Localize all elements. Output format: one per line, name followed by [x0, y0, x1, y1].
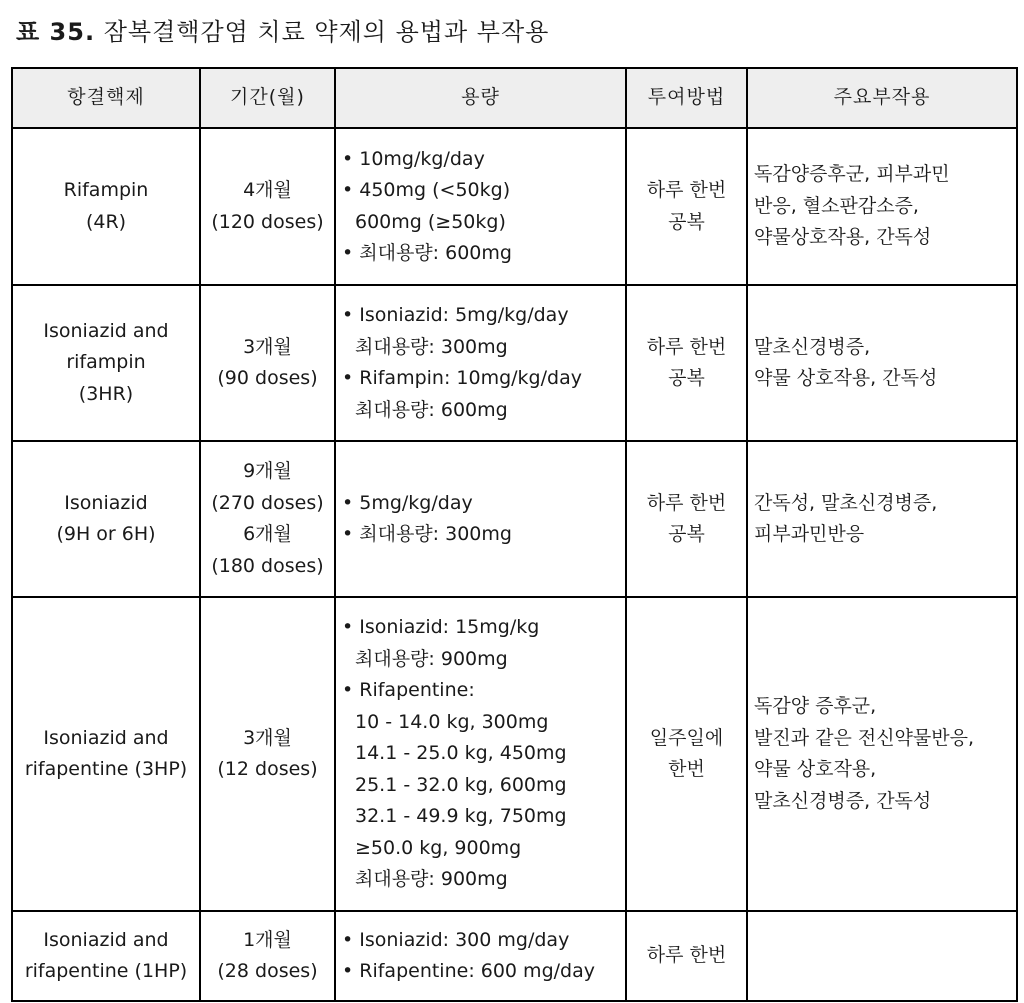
cell-dose: • 10mg/kg/day • 450mg (<50kg) 600mg (≥50kg) • 최대용량: 600mg — [335, 128, 626, 285]
table-row — [12, 128, 1017, 285]
cell-method: 하루 한번 공복 — [626, 128, 747, 285]
cell-method: 하루 한번 공복 — [626, 285, 747, 441]
table-caption: 잠복결핵감염 치료 약제의 용법과 부작용 — [103, 18, 550, 46]
cell-duration: 3개월 (90 doses) — [200, 285, 335, 441]
header-effects: 주요부작용 — [747, 68, 1017, 128]
header-drug: 항결핵제 — [12, 68, 200, 128]
cell-duration: 9개월 (270 doses) 6개월 (180 doses) — [200, 441, 335, 597]
cell-drug: Isoniazid and rifapentine (3HP) — [12, 597, 200, 911]
cell-effects: 독감양 증후군, 발진과 같은 전신약물반응, 약물 상호작용, 말초신경병증, 간독성 — [747, 597, 1017, 911]
header-row — [12, 68, 1017, 128]
regimen-table — [11, 67, 1018, 1002]
table-row — [12, 285, 1017, 441]
cell-method: 하루 한번 — [626, 911, 747, 1001]
cell-drug: Isoniazid and rifampin (3HR) — [12, 285, 200, 441]
cell-drug: Isoniazid (9H or 6H) — [12, 441, 200, 597]
cell-effects — [747, 911, 1017, 1001]
cell-effects: 말초신경병증, 약물 상호작용, 간독성 — [747, 285, 1017, 441]
cell-dose: • 5mg/kg/day • 최대용량: 300mg — [335, 441, 626, 597]
cell-effects: 간독성, 말초신경병증, 피부과민반응 — [747, 441, 1017, 597]
header-dose: 용량 — [335, 68, 626, 128]
table-number: 표 35. — [16, 18, 96, 46]
table-title — [16, 12, 549, 47]
cell-drug: Isoniazid and rifapentine (1HP) — [12, 911, 200, 1001]
cell-duration: 3개월 (12 doses) — [200, 597, 335, 911]
cell-drug: Rifampin (4R) — [12, 128, 200, 285]
header-duration: 기간(월) — [200, 68, 335, 128]
table-row — [12, 441, 1017, 597]
table-row — [12, 597, 1017, 911]
cell-method: 일주일에 한번 — [626, 597, 747, 911]
cell-effects: 독감양증후군, 피부과민 반응, 혈소판감소증, 약물상호작용, 간독성 — [747, 128, 1017, 285]
cell-method: 하루 한번 공복 — [626, 441, 747, 597]
cell-duration: 4개월 (120 doses) — [200, 128, 335, 285]
cell-duration: 1개월 (28 doses) — [200, 911, 335, 1001]
cell-dose: • Isoniazid: 300 mg/day • Rifapentine: 600 mg/day — [335, 911, 626, 1001]
header-method: 투여방법 — [626, 68, 747, 128]
cell-dose: • Isoniazid: 15mg/kg 최대용량: 900mg • Rifapentine: 10 - 14.0 kg, 300mg 14.1 - 25.0 kg, 450mg 25.1 - 32.0 kg, 600mg 32.1 - 49.9 kg, 750mg ≥50.0 kg, 900mg 최대용량: 900mg — [335, 597, 626, 911]
cell-dose: • Isoniazid: 5mg/kg/day 최대용량: 300mg • Rifampin: 10mg/kg/day 최대용량: 600mg — [335, 285, 626, 441]
table-row — [12, 911, 1017, 1001]
